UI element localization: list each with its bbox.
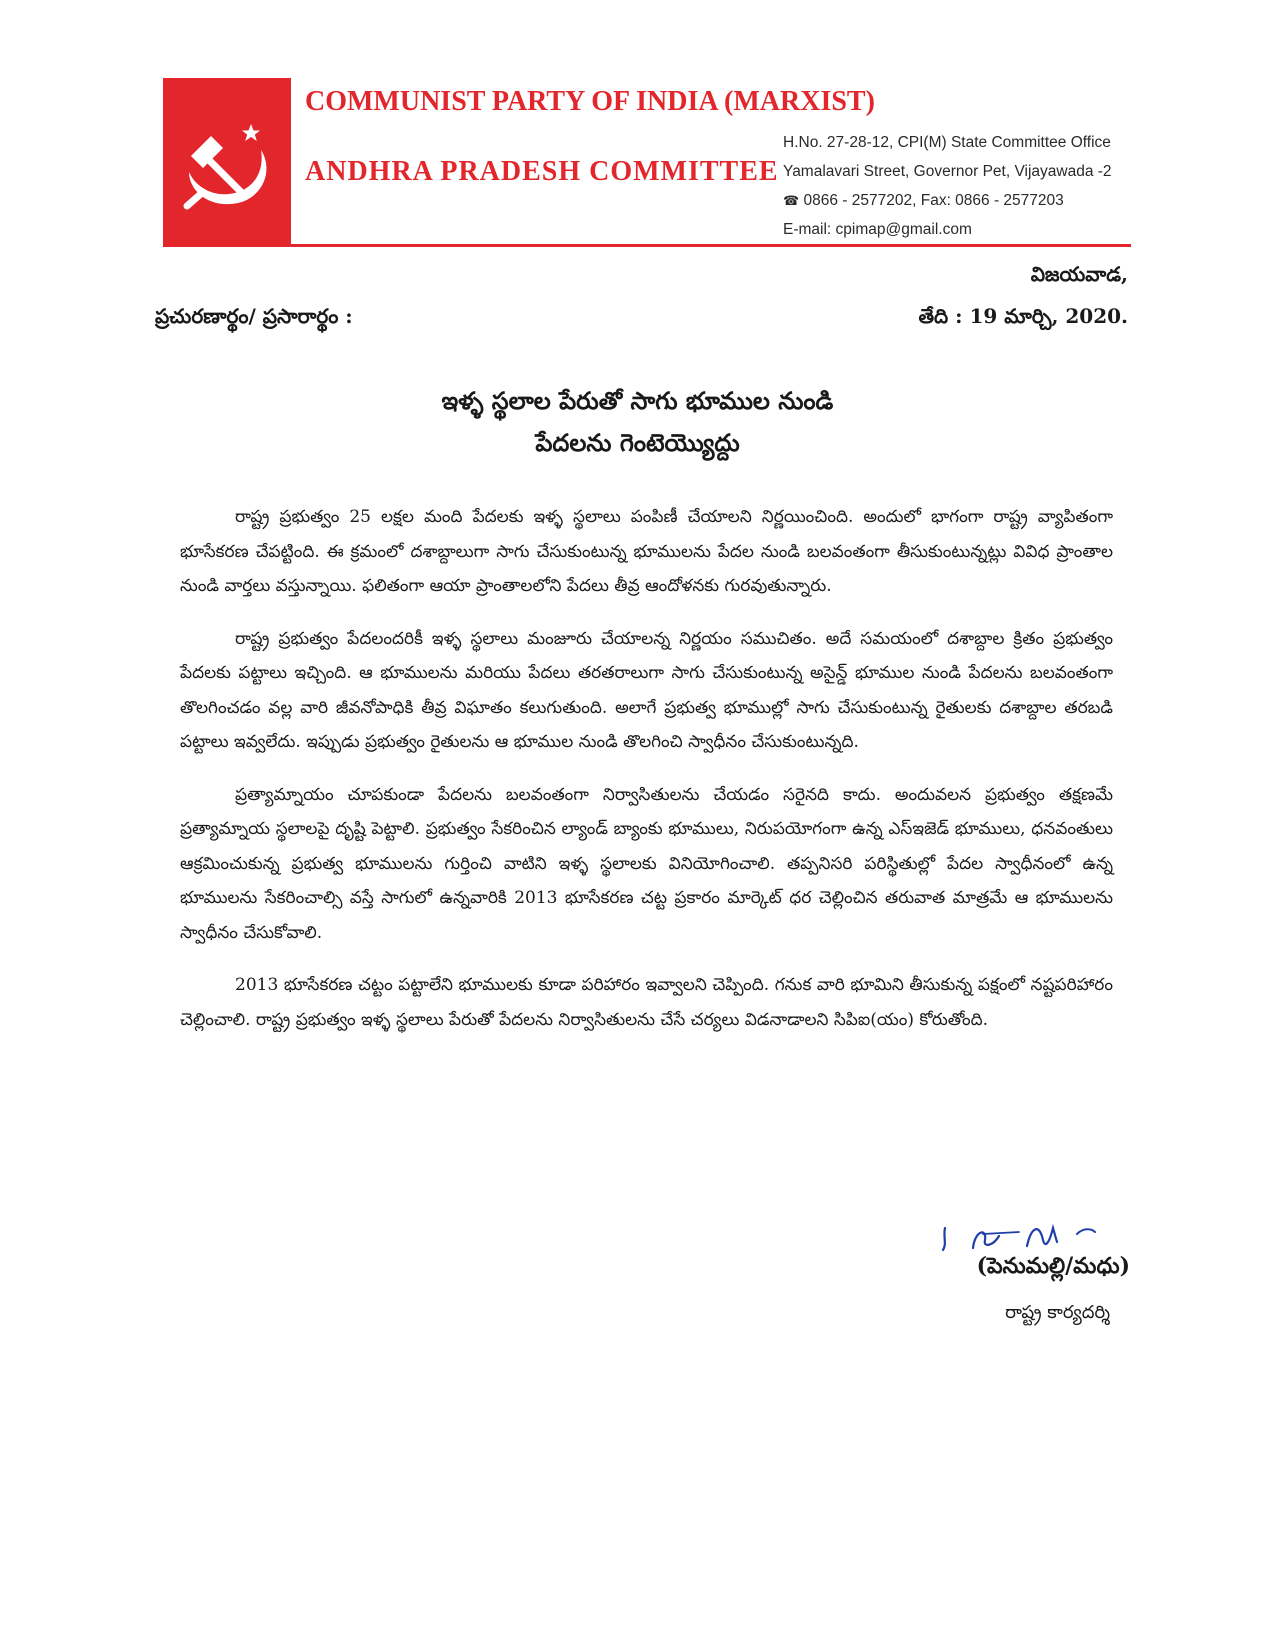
org-name: COMMUNIST PARTY OF INDIA (MARXIST) [305,86,875,117]
body-text [180,500,1113,1055]
letterhead-divider [163,244,1131,247]
phone-icon: ☎ [783,193,800,208]
address-line-2: Yamalavari Street, Governor Pet, Vijayawada -2 [783,163,1112,180]
date-line: తేది : 19 మార్చి, 2020. [918,304,1128,328]
letterhead [163,78,1133,248]
headline-line-1: ఇళ్ళ స్థలాల పేరుతో సాగు భూముల నుండి [441,386,834,415]
committee-name: ANDHRA PRADESH COMMITTEE [305,156,779,187]
release-label: ప్రచురణార్థం/ ప్రసారార్థం : [155,304,353,328]
signatory-name: (పెనుమల్లి/మధు) [976,1253,1130,1279]
place: విజయవాడ, [1030,262,1128,286]
hammer-sickle-star-icon [173,120,281,210]
headline-line-2: పేదలను గెంటెయ్యొద్దు [535,428,740,457]
phone-line [783,186,1112,215]
phone-text: 0866 - 2577202, Fax: 0866 - 2577203 [803,192,1064,209]
contact-block [783,128,1112,244]
party-logo [163,78,291,246]
headline [0,380,1275,464]
email-line: E-mail: cpimap@gmail.com [783,221,972,238]
paragraph-1: రాష్ట్ర ప్రభుత్వం 25 లక్షల మంది పేదలకు ఇళ్ళ స్థలాలు పంపిణీ చేయాలని నిర్ణయించింది. అందులో భాగంగా రాష్ట్ర వ్యాపితంగా భూసేకరణ చేపట్టింది. ఈ క్రమంలో దశాబ్దాలుగా సాగు చేసుకుంటున్న భూములను పేదల నుండి బలవంతంగా తీసుకుంటున్నట్లు వివిధ ప్రాంతాల నుండి వార్తలు వస్తున్నాయి. ఫలితంగా ఆయా ప్రాంతాలలోని పేదలు తీవ్ర ఆందోళనకు గురవుతున్నారు. [180,507,1113,596]
address-line-1: H.No. 27-28-12, CPI(M) State Committee Office [783,134,1111,151]
paragraph-2: రాష్ట్ర ప్రభుత్వం పేదలందరికీ ఇళ్ళ స్థలాలు మంజూరు చేయాలన్న నిర్ణయం సముచితం. అదే సమయంలో దశాబ్దాల క్రితం ప్రభుత్వం పేదలకు పట్టాలు ఇచ్చింది. ఆ భూములను మరియు పేదలు తరతరాలుగా సాగు చేసుకుంటున్న అసైన్డ్ భూముల నుండి పేదలను బలవంతంగా తొలగించడం వల్ల వారి జీవనోపాధికి తీవ్ర విఘాతం కలుగుతుంది. అలాగే ప్రభుత్వ భూముల్లో సాగు చేసుకుంటున్న రైతులకు దశాబ్దాల తరబడి పట్టాలు ఇవ్వలేదు. ఇప్పుడు ప్రభుత్వం రైతులను ఆ భూముల నుండి తొలగించి స్వాధీనం చేసుకుంటున్నది. [180,628,1113,752]
signatory-designation: రాష్ట్ర కార్యదర్శి [1005,1302,1110,1323]
paragraph-4: 2013 భూసేకరణ చట్టం పట్టాలేని భూములకు కూడా పరిహారం ఇవ్వాలని చెప్పింది. గనుక వారి భూమిని తీసుకున్న పక్షంలో నష్టపరిహారం చెల్లించాలి. రాష్ట్ర ప్రభుత్వం ఇళ్ళ స్థలాలు పేరుతో పేదలను నిర్వాసితులను చేసే చర్యలు విడనాడాలని సిపిఐ(యం) కోరుతోంది. [180,975,1113,1030]
paragraph-3: ప్రత్యామ్నాయం చూపకుండా పేదలను బలవంతంగా నిర్వాసితులను చేయడం సరైనది కాదు. అందువలన ప్రభుత్వం తక్షణమే ప్రత్యామ్నాయ స్థలాలపై దృష్టి పెట్టాలి. ప్రభుత్వం సేకరించిన ల్యాండ్ బ్యాంకు భూములు, నిరుపయోగంగా ఉన్న ఎస్ఇజెడ్ భూములు, ధనవంతులు ఆక్రమించుకున్న ప్రభుత్వ భూములను గుర్తించి వాటిని ఇళ్ళ స్థలాలకు వినియోగించాలి. తప్పనిసరి పరిస్థితుల్లో పేదల స్వాధీనంలో ఉన్న భూములను సేకరించాల్సి వస్తే సాగులో ఉన్నవారికి 2013 భూసేకరణ చట్ట ప్రకారం మార్కెట్ ధర చెల్లించిన తరువాత మాత్రమే ఆ భూములను స్వాధీనం చేసుకోవాలి. [180,784,1113,943]
